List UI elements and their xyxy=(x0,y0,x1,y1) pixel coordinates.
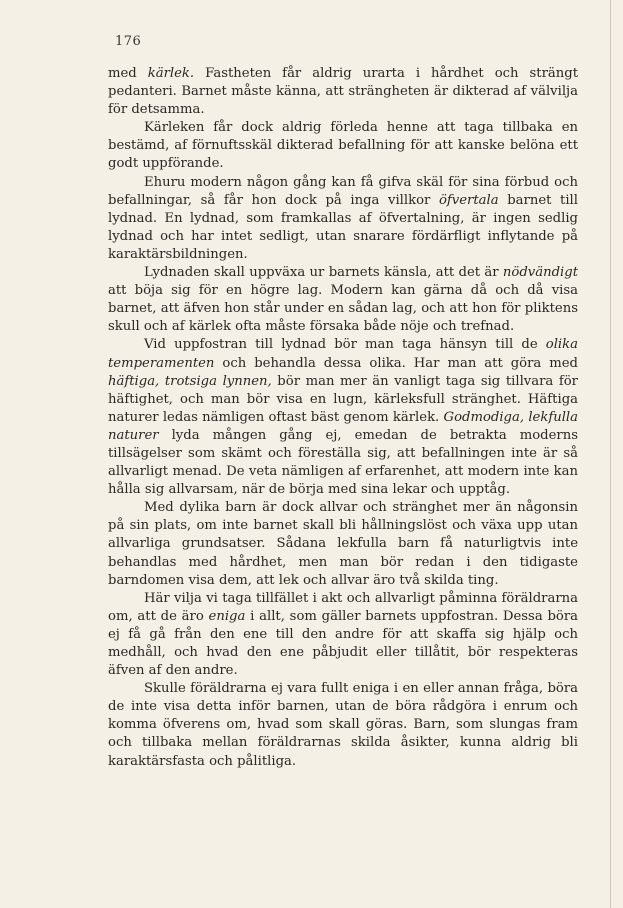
text-segment: Här vilja vi taga tillfället i akt och allvarligt påminna föräldrarna om, att de äro xyxy=(108,590,578,624)
text-segment: Skulle föräldrarna ej vara fullt eniga i en eller annan fråga, böra de inte visa detta inför barnen, utan de böra rådgöra i enrum och komma öfverens om, hvad som skall göras. Barn, som slungas fram och tillbaka mellan föräldrarnas skilda åsikter, kunna aldrig bli karaktärsfasta och pålitliga. xyxy=(108,681,578,769)
text-segment: Med dylika barn är dock allvar och stränghet mer än någonsin på sin plats, om inte barnet skall bli hållningslöst och växa upp utan allvarliga grundsatser. Sådana lekfulla barn få naturligtvis inte behandlas med hårdhet, men man bör redan i den tidigaste barndomen visa dem, att lek och allvar äro två skilda ting. xyxy=(108,500,578,588)
text-segment: Vid uppfostran till lydnad bör man taga hänsyn till de xyxy=(144,337,546,353)
text-segment: barnet till lydnad. En lydnad, som framkallas af öfvertalning, är ingen sedlig lydnad och har intet sedligt, utan snarare fördärfligt inflytande på karaktärsbildningen. xyxy=(108,192,578,262)
emphasized-text: olika temperamenten xyxy=(108,337,578,371)
text-segment: Fastheten får aldrig urarta i hårdhet och strängt pedanteri. Barnet måste känna, att strängheten är dikterad af välvilja för detsamma. xyxy=(108,66,578,118)
body-text xyxy=(108,65,578,771)
page-number: 176 xyxy=(115,34,142,49)
emphasized-text: Godmodiga, lekfulla naturer xyxy=(108,409,578,443)
text-segment: Ehuru modern någon gång kan få gifva skäl för sina förbud och befallningar, så får hon dock på inga villkor xyxy=(108,174,578,208)
text-segment: och behandla dessa olika. Har man att göra med xyxy=(214,355,578,371)
paragraph xyxy=(108,499,578,589)
text-segment: lyda mången gång ej, emedan de betrakta moderns tillsägelser som skämt och föreställa sig, att befallningen inte är så allvarligt menad. De veta nämligen af erfarenhet, att modern inte kan hålla sig allvarsam, när de börja med sina lekar och upptåg. xyxy=(108,427,578,498)
paragraph xyxy=(108,590,578,680)
emphasized-text: eniga xyxy=(208,608,246,624)
paragraph xyxy=(108,174,578,264)
page-edge-line xyxy=(610,0,611,908)
text-segment: Lydnaden skall uppväxa ur barnets känsla, att det är xyxy=(144,265,503,281)
emphasized-text: öfvertala xyxy=(438,192,499,208)
paragraph xyxy=(108,65,578,119)
emphasized-text: kärlek. xyxy=(147,66,195,81)
text-segment: med xyxy=(108,66,148,81)
text-segment: bör man mer än vanligt taga sig tillvara för häftighet, och man bör visa en lugn, kärleksfull stränghet. Häftiga naturer ledas nämligen oftast bäst genom kärlek. xyxy=(108,373,578,425)
text-segment: Kärleken får dock aldrig förleda henne att taga tillbaka en bestämd, af förnuftsskäl dikterad befallning för att kanske belöna ett godt uppförande. xyxy=(108,120,578,172)
emphasized-text: nödvändigt xyxy=(502,265,578,281)
paragraph xyxy=(108,680,578,770)
paragraph xyxy=(108,336,578,499)
emphasized-text: häftiga, trotsiga lynnen, xyxy=(108,373,272,389)
paragraph xyxy=(108,264,578,336)
text-segment: i allt, som gäller barnets uppfostran. Dessa böra ej få gå från den ene till den andre för att skaffa sig hjälp och medhåll, och hvad den ene påbjudit eller tillåtit, bör respekteras äfven af den andre. xyxy=(108,608,578,679)
paragraph xyxy=(108,119,578,173)
text-segment: att böja sig för en högre lag. Modern kan gärna då och då visa barnet, att äfven hon står under en sådan lag, och att hon för pliktens skull och af kärlek ofta måste försaka både nöje och trefnad. xyxy=(108,283,578,335)
